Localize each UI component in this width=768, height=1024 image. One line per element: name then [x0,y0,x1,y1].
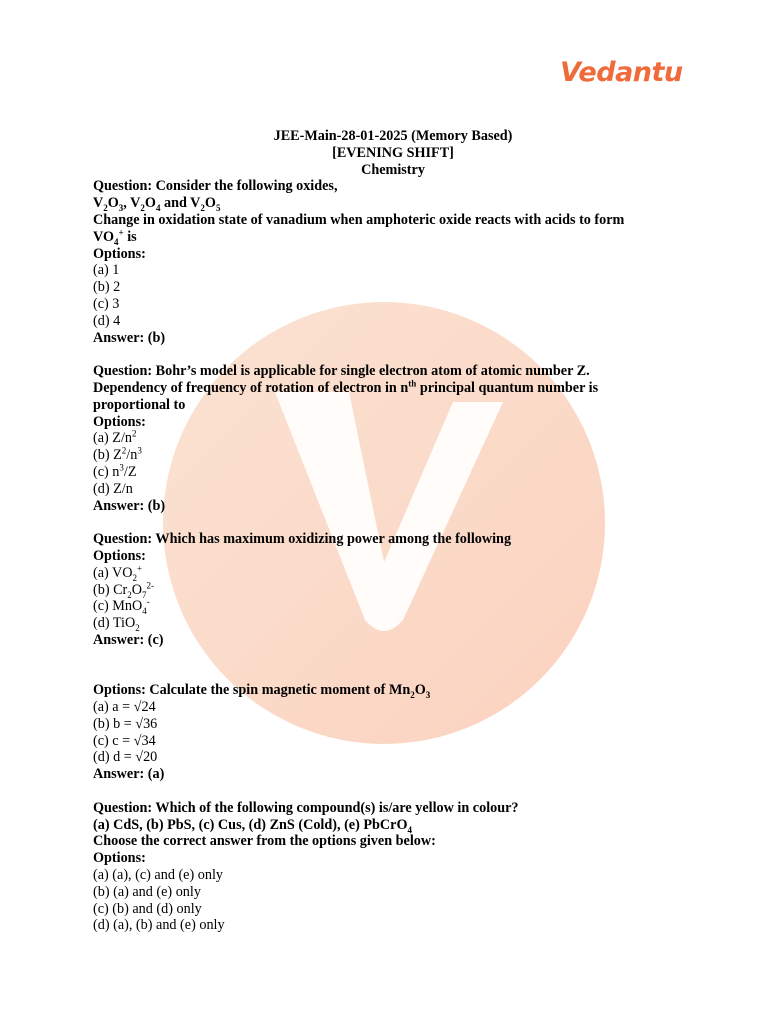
q2-option-a: (a) $Z/n^2$ [93,428,137,447]
q3-option-d: (d) TiO$_2$ [93,615,140,633]
q2-option-b: (b) $Z^2/n^3$ [93,445,142,464]
q1-statement: Change in oxidation state of vanadium when amphoteric oxide reacts with acids to form [93,211,625,228]
exam-shift: [EVENING SHIFT] [332,144,454,161]
q1-oxides: $V_2O_3$, $V_2O_4$ and $V_2O_5$ [93,195,221,214]
q5-compounds: (a) CdS, (b) PbS, (c) Cus, (d) ZnS (Cold), (e) PbCrO$_4$ [93,816,413,835]
q5-option-c: (c) (b) and (d) only [93,900,202,917]
q4-option-b: (b) b = √36 [93,715,158,732]
q3-question: Question: Which has maximum oxidizing power among the following [93,531,512,548]
q2-answer: Answer: (b) [93,497,166,514]
q1-option-c: (c) 3 [93,295,120,312]
q3-option-c: (c) MnO$_4$- [93,596,150,617]
vedantu-logo: Vedantu [560,57,683,88]
q4-question: Options: Calculate the spin magnetic moment of $Mn_2O_3$ [93,682,431,701]
q1-question: Question: Consider the following oxides, [93,178,338,195]
q2-question-end: proportional to [93,396,186,413]
q2-option-d: (d) Z/n [93,480,133,497]
q4-option-d: (d) d = √20 [93,749,158,766]
q5-instruction: Choose the correct answer from the options given below: [93,833,436,850]
q4-option-c: (c) c = √34 [93,732,156,749]
q2-question: Question: Bohr’s model is applicable for single electron atom of atomic number Z. [93,363,590,380]
q1-option-b: (b) 2 [93,279,121,296]
exam-subject: Chemistry [361,161,425,178]
q1-options-label: Options: [93,245,146,262]
q5-option-a: (a) (a), (c) and (e) only [93,867,223,884]
q5-question: Question: Which of the following compound(s) is/are yellow in colour? [93,799,519,816]
q3-answer: Answer: (c) [93,631,164,648]
q2-question-cont: Dependency of frequency of rotation of electron in $n^{th}$ principal quantum number is [93,378,599,396]
q5-options-label: Options: [93,850,146,867]
q3-options-label: Options: [93,547,146,564]
q2-options-label: Options: [93,413,146,430]
q1-statement-end: $VO_4^+$ is [93,227,137,247]
q4-option-a: (a) a = √24 [93,699,156,716]
q1-option-d: (d) 4 [93,312,121,329]
q3-option-b: (b) $Cr_2O_7^{2-}$ [93,579,155,600]
document-body [93,128,693,934]
q4-answer: Answer: (a) [93,766,165,783]
q3-option-a: (a) $VO_2^+$ [93,562,143,583]
q5-option-b: (b) (a) and (e) only [93,883,201,900]
q1-answer: Answer: (b) [93,329,166,346]
q1-option-a: (a) 1 [93,262,120,279]
q2-option-c: (c) $n^3/Z$ [93,462,137,480]
exam-title: JEE-Main-28-01-2025 (Memory Based) [273,128,513,144]
q5-option-d: (d) (a), (b) and (e) only [93,917,225,934]
